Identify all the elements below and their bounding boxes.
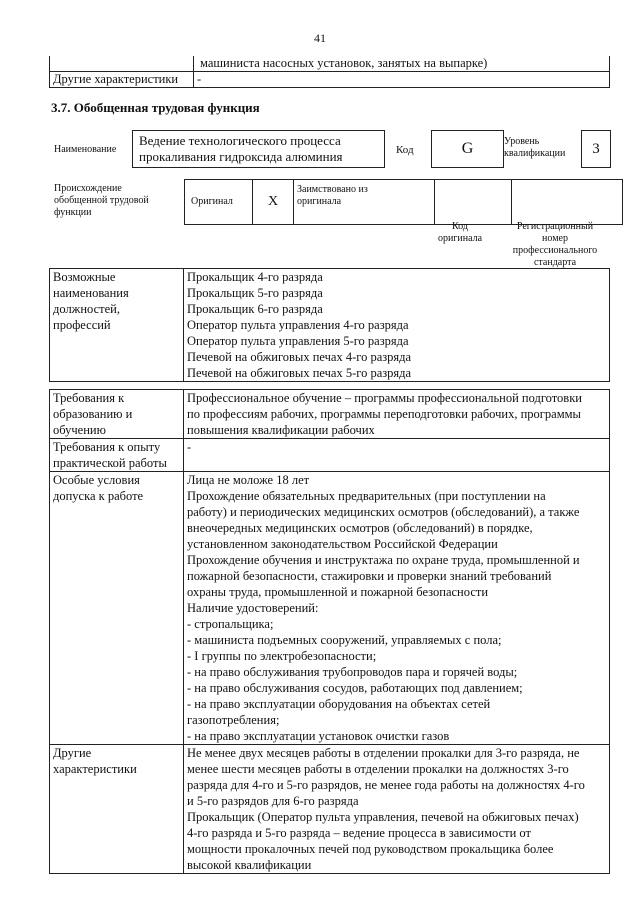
origin-label-line: обобщенной трудовой [54,195,149,206]
conditions-line: установленном законодательством Российской Федерации [187,537,498,551]
conditions-label [50,472,184,745]
level-label [504,136,565,160]
registration-caption-line: стандарта [533,257,577,268]
borrowed-label-line: оригинала [297,196,342,207]
positions-list [184,269,610,382]
conditions-label-line: допуска к работе [53,489,144,503]
other-label [50,745,184,874]
education-line: Профессиональное обучение – программы профессиональной подготовки [187,391,582,405]
education-label-line: образованию и [53,407,133,421]
conditions-line: охраны труда, промышленной и пожарной безопасности [187,585,489,599]
continuation-text: машиниста насосных установок, занятых на выпарке) [194,56,610,72]
position-item: Оператор пульта управления 5-го разряда [187,334,409,348]
other-characteristics-label: Другие характеристики [50,72,194,88]
conditions-line: пожарной безопасности, стажировки и проверки знаний требований [187,569,552,583]
code-label: Код [396,144,414,156]
position-item: Печевой на обжиговых печах 5-го разряда [187,366,412,380]
other-characteristics-value: - [194,72,610,88]
conditions-line: - стропальщика; [187,617,274,631]
code-caption [430,221,490,245]
conditions-line: - машиниста подъемных сооружений, управляемых с пола; [187,633,502,647]
position-item: Печевой на обжиговых печах 4-го разряда [187,350,412,364]
name-label: Наименование [54,144,117,155]
conditions-line: - на право обслуживания трубопроводов пара и горячей воды; [187,665,518,679]
positions-label-line: Возможные [53,270,116,284]
section-title: 3.7. Обобщенная трудовая функция [51,100,260,115]
conditions-line: внеочередных медицинских осмотров (обследований) в порядке, [187,521,533,535]
conditions-line: - на право эксплуатации оборудования на объектах сетей [187,697,491,711]
origin-label [54,183,149,219]
position-item: Оператор пульта управления 4-го разряда [187,318,409,332]
other-label-line: характеристики [53,762,137,776]
other-line: Не менее двух месяцев работы в отделении прокалки для 3-го разряда, не [187,746,580,760]
code-caption-line: оригинала [437,233,483,244]
conditions-line: Прохождение обучения и инструктажа по охране труда, промышленной и [187,553,580,567]
registration-caption-line: профессионального [512,245,598,256]
other-line: высокой квалификации [187,858,312,872]
level-label-line: квалификации [504,148,566,159]
registration-caption-line: номер [542,233,568,244]
education-line: повышения квалификации рабочих [187,423,375,437]
top-table [49,56,610,88]
positions-label-line: должностей, [53,302,120,316]
code-value-box: G [431,130,504,168]
function-name-box [132,130,385,168]
conditions-line: - на право эксплуатации установок очистки газов [187,729,450,743]
education-line: по профессиям рабочих, программы переподготовки рабочих, программы [187,407,581,421]
education-label [50,390,184,439]
original-mark: X [253,180,294,225]
conditions-line: газопотребления; [187,713,280,727]
conditions-line: Наличие удостоверений: [187,601,319,615]
positions-label-line: профессий [53,318,111,332]
education-value [184,390,610,439]
experience-label [50,439,184,472]
code-caption-line: Код [452,221,468,232]
positions-label-line: наименования [53,286,129,300]
registration-number-cell [512,180,623,225]
other-label-line: Другие [53,746,92,760]
function-name-line: Ведение технологического процесса [139,133,341,148]
experience-label-line: Требования к опыту [53,440,161,454]
conditions-line: Лица не моложе 18 лет [187,473,310,487]
positions-table [49,268,610,382]
conditions-line: - на право обслуживания сосудов, работающих под давлением; [187,681,523,695]
borrowed-label-line: Заимствовано из [297,184,368,195]
registration-caption-line: Регистрационный [516,221,594,232]
education-label-line: обучению [53,423,106,437]
education-label-line: Требования к [53,391,125,405]
experience-label-line: практической работы [53,456,167,470]
conditions-value [184,472,610,745]
other-value [184,745,610,874]
origin-label-line: Происхождение [54,183,122,194]
level-value-box: 3 [581,130,611,168]
origin-label-line: функции [54,207,92,218]
other-line: и 5-го разрядов для 6-го разряда [187,794,359,808]
position-item: Прокальщик 6-го разряда [187,302,323,316]
requirements-table [49,389,610,874]
level-label-line: Уровень [504,136,540,147]
registration-caption [500,221,610,269]
conditions-label-line: Особые условия [53,473,140,487]
conditions-line: - I группы по электробезопасности; [187,649,377,663]
position-item: Прокальщик 5-го разряда [187,286,323,300]
other-line: разряда для 4-го и 5-го разрядов, не менее года работы на должностях 4-го [187,778,585,792]
positions-label [50,269,184,382]
experience-value: - [184,439,610,472]
origin-table [184,179,623,225]
position-item: Прокальщик 4-го разряда [187,270,323,284]
conditions-line: работу) и периодических медицинских осмотров (обследований), а также [187,505,580,519]
top-table-empty-cell [50,56,194,72]
other-line: Прокальщик (Оператор пульта управления, печевой на обжиговых печах) [187,810,579,824]
function-name-line: прокаливания гидроксида алюминия [139,149,343,164]
original-label: Оригинал [185,180,253,225]
page-number: 41 [314,31,326,45]
borrowed-label [294,180,435,225]
other-line: 4-го разряда и 5-го разряда – ведение процесса в зависимости от [187,826,531,840]
other-line: менее шести месяцев работы в отделении прокалки на должностях 3-го [187,762,569,776]
conditions-line: Прохождение обязательных предварительных (при поступлении на [187,489,546,503]
origin-code-cell [435,180,512,225]
other-line: мощности прокалочных печей под руководством прокальщика более [187,842,554,856]
